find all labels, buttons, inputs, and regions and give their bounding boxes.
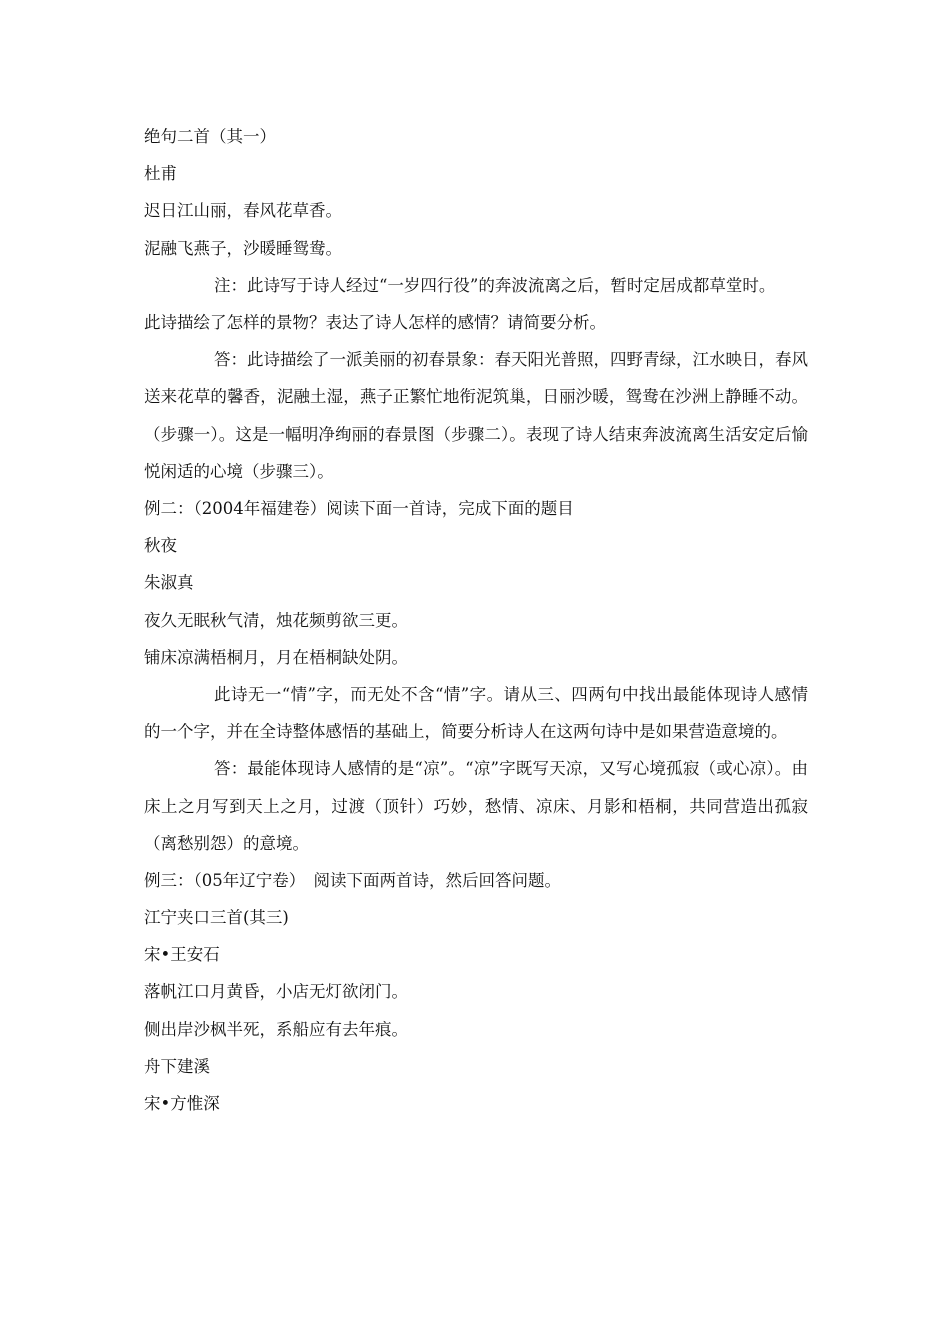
answer: 答：最能体现诗人感情的是“凉”。“凉”字既写天凉，又写心境孤寂（或心凉）。由床上之月写到天上之月，过渡（顶针）巧妙，愁情、凉床、月影和梧桐，共同营造出孤寂（离愁别怨）的意境。 <box>144 759 808 853</box>
poem-title: 秋夜 <box>144 536 177 556</box>
poem-title: 舟下建溪 <box>144 1056 210 1076</box>
poem-author: 宋•王安石 <box>144 945 220 965</box>
answer: 答：此诗描绘了一派美丽的初春景象：春天阳光普照，四野青绿，江水映日，春风送来花草的馨香，泥融土湿，燕子正繁忙地衔泥筑巢，日丽沙暖，鸳鸯在沙洲上静睡不动。（步骤一）。这是一幅明净绚丽的春景图（步骤二）。表现了诗人结束奔波流离生活安定后愉悦闲适的心境（步骤三）。 <box>144 350 808 481</box>
poem-line: 夜久无眠秋气清，烛花频剪欲三更。 <box>144 610 408 630</box>
poem-title: 江宁夹口三首(其三) <box>144 908 289 928</box>
question: 此诗描绘了怎样的景物？表达了诗人怎样的感情？请简要分析。 <box>144 312 606 332</box>
poem-line: 铺床凉满梧桐月，月在梧桐缺处阴。 <box>144 647 408 667</box>
poem-line: 落帆江口月黄昏，小店无灯欲闭门。 <box>144 982 408 1002</box>
example-heading: 例三：（05年辽宁卷） 阅读下面两首诗，然后回答问题。 <box>144 870 561 890</box>
document-body <box>144 118 808 1122</box>
poem-line: 迟日江山丽，春风花草香。 <box>144 201 342 221</box>
question: 此诗无一“情”字，而无处不含“情”字。请从三、四两句中找出最能体现诗人感情的一个字，并在全诗整体感悟的基础上，简要分析诗人在这两句诗中是如果营造意境的。 <box>144 684 808 742</box>
poem-author: 朱淑真 <box>144 573 194 593</box>
poem-author: 宋•方惟深 <box>144 1094 220 1114</box>
poem-note: 注：此诗写于诗人经过“一岁四行役”的奔波流离之后，暂时定居成都草堂时。 <box>214 275 776 295</box>
poem-author: 杜甫 <box>144 164 177 184</box>
poem-line: 泥融飞燕子，沙暖睡鸳鸯。 <box>144 238 342 258</box>
example-heading: 例二：（2004年福建卷）阅读下面一首诗，完成下面的题目 <box>144 498 574 518</box>
poem-title: 绝句二首（其一） <box>144 127 276 146</box>
poem-line: 侧出岸沙枫半死，系船应有去年痕。 <box>144 1019 408 1039</box>
